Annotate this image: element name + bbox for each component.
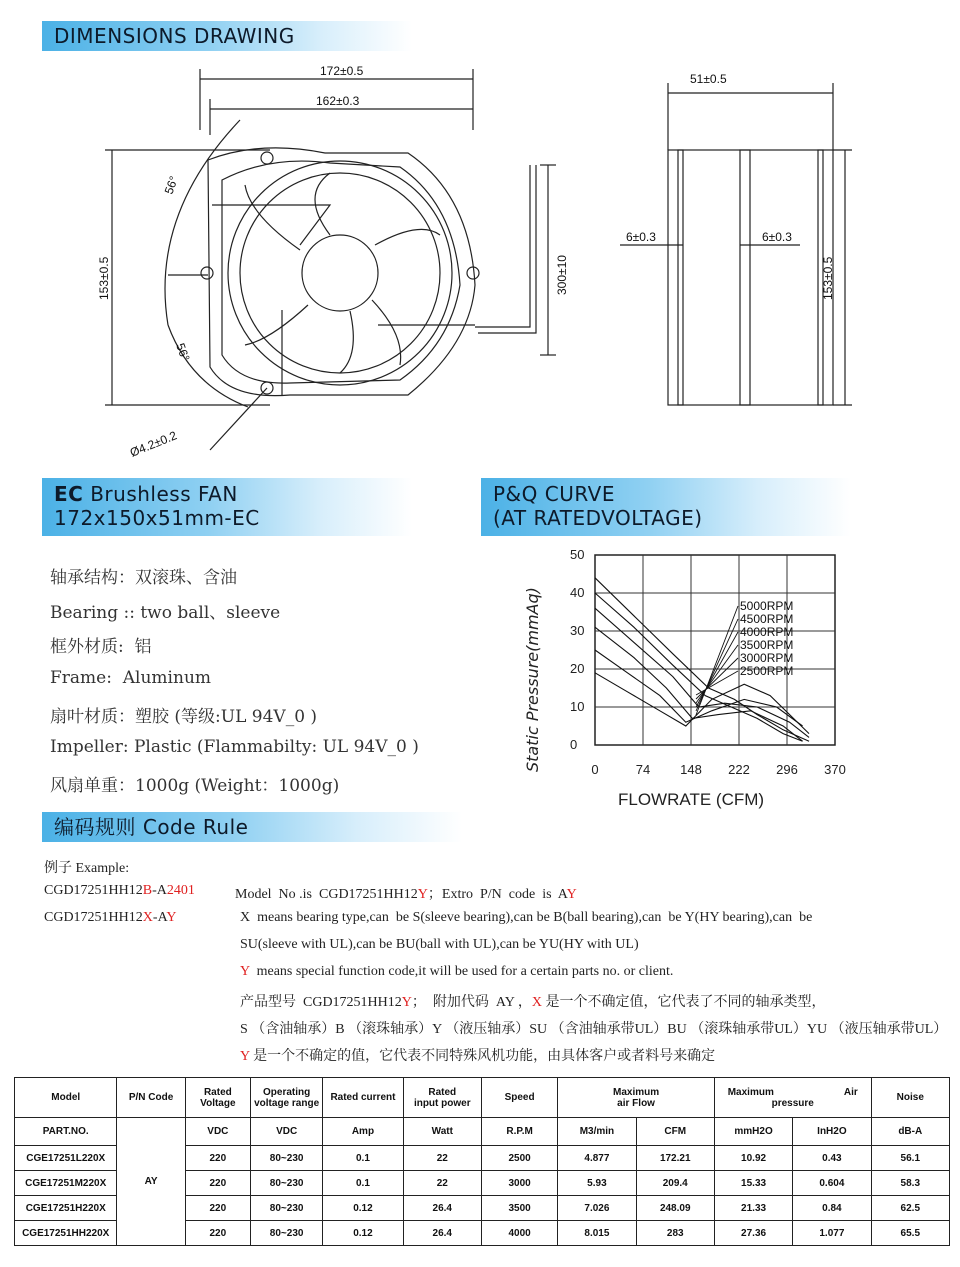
- chart-legend-label: 5000RPM: [740, 599, 794, 613]
- code-desc-1-y2: Y: [566, 887, 577, 902]
- unit-part-no: PART.NO.: [15, 1118, 117, 1146]
- cell-model: CGE17251M220X: [15, 1171, 117, 1196]
- code-rule-heading-text: 编码规则 Code Rule: [54, 815, 249, 839]
- cell-model: CGE17251H220X: [15, 1196, 117, 1221]
- dim-153-left-label: 153±0.5: [97, 256, 111, 300]
- th-rated-voltage: [185, 1078, 250, 1118]
- cell-inh2o: 0.84: [793, 1196, 871, 1221]
- th-rated-current: Rated current: [323, 1078, 403, 1118]
- example-code-1-suffix: 2401: [166, 883, 195, 898]
- th-operating-1: Operating: [263, 1086, 311, 1098]
- chart-legend-label: 2500RPM: [740, 664, 794, 678]
- unit-m3min: M3/min: [558, 1118, 636, 1146]
- code-desc-7-text: 是一个不确定的值，它代表不同特殊风机功能，由具体客户或者料号来确定: [249, 1049, 716, 1064]
- cell-model: CGE17251HH220X: [15, 1221, 117, 1246]
- pn-code-cell: AY: [117, 1118, 185, 1246]
- chart-legend-label: 3500RPM: [740, 638, 794, 652]
- unit-cfm: CFM: [636, 1118, 714, 1146]
- cell-cfm: 248.09: [636, 1196, 714, 1221]
- th-operating-2: voltage range: [254, 1097, 320, 1109]
- cell-m3min: 4.877: [558, 1146, 636, 1171]
- cell-noise: 62.5: [871, 1196, 949, 1221]
- chart-ytick-label: 40: [570, 585, 585, 600]
- chart-ytick-label: 30: [570, 623, 585, 638]
- th-pressure-air: Air: [843, 1086, 858, 1098]
- th-power-2: input power: [413, 1097, 471, 1109]
- code-desc-4: [240, 964, 673, 980]
- code-desc-5-c: ； 附加代码 AY ，: [411, 995, 532, 1010]
- example-code-2-x: X: [142, 910, 153, 925]
- cell-cfm: 283: [636, 1221, 714, 1246]
- unit-dba: dB-A: [871, 1118, 949, 1146]
- angle-bottom-label: 56°: [173, 341, 193, 364]
- chart-xtick-label: 370: [824, 762, 846, 777]
- pq-heading-line2: (AT RATEDVOLTAGE): [493, 506, 703, 530]
- spec-frame-en: Frame: Aluminum: [50, 668, 212, 688]
- code-desc-7-y: Y: [240, 1049, 250, 1064]
- example-code-1-bearing: B: [142, 883, 153, 898]
- code-desc-5-a: 产品型号 CGD17251HH12: [240, 995, 402, 1010]
- chart-xlabel: FLOWRATE (CFM): [618, 790, 765, 809]
- cell-inh2o: 0.43: [793, 1146, 871, 1171]
- dim-51-label: 51±0.5: [690, 72, 727, 86]
- th-rated-voltage-2: Voltage: [200, 1097, 236, 1109]
- pq-chart: [500, 540, 880, 815]
- dim-162-label: 162±0.3: [316, 94, 360, 108]
- cell-mmh2o: 10.92: [714, 1146, 792, 1171]
- cell-speed: 4000: [481, 1221, 557, 1246]
- code-desc-5-x: X: [531, 995, 542, 1010]
- dimensions-heading-text: DIMENSIONS DRAWING: [54, 24, 295, 48]
- dim-172-label: 172±0.5: [320, 64, 364, 78]
- code-desc-1-y: Y: [417, 887, 428, 902]
- cell-current: 0.1: [323, 1146, 403, 1171]
- cell-power: 22: [403, 1146, 481, 1171]
- dim-153-right-label: 153±0.5: [821, 256, 835, 300]
- th-airflow: [558, 1078, 715, 1118]
- chart-legend-leader: [696, 645, 738, 703]
- cell-current: 0.12: [323, 1196, 403, 1221]
- cell-power: 26.4: [403, 1221, 481, 1246]
- cell-m3min: 7.026: [558, 1196, 636, 1221]
- th-operating-range: [250, 1078, 322, 1118]
- cell-range: 80~230: [250, 1171, 322, 1196]
- cell-cfm: 172.21: [636, 1146, 714, 1171]
- example-code-2-y: Y: [166, 910, 177, 925]
- unit-watt: Watt: [403, 1118, 481, 1146]
- cell-range: 80~230: [250, 1196, 322, 1221]
- cell-voltage: 220: [185, 1146, 250, 1171]
- example-code-1-base: CGD17251HH12: [44, 883, 143, 898]
- cell-current: 0.12: [323, 1221, 403, 1246]
- fan-heading: [42, 478, 412, 536]
- cell-inh2o: 0.604: [793, 1171, 871, 1196]
- code-desc-6: S （含油轴承）B （滚珠轴承）Y （液压轴承）SU （含油轴承带UL）BU （滚珠轴承带UL）YU （液压轴承带UL）: [240, 1022, 948, 1037]
- angle-top-label: 56°: [161, 174, 182, 197]
- table-units-row: [15, 1118, 950, 1146]
- cell-range: 80~230: [250, 1221, 322, 1246]
- spec-bearing-cn: 轴承结构：双滚珠、含油: [50, 568, 237, 588]
- cell-voltage: 220: [185, 1171, 250, 1196]
- th-pressure: [714, 1078, 871, 1118]
- th-speed: Speed: [481, 1078, 557, 1118]
- dim-300-label: 300±10: [555, 255, 569, 295]
- code-rule-heading: [42, 812, 462, 842]
- th-airflow-2: air Flow: [617, 1097, 655, 1109]
- fan-heading-ec: EC: [54, 482, 84, 506]
- code-desc-2: X means bearing type,can be S(sleeve bearing),can be B(ball bearing),can be Y(HY bearing),can be: [240, 910, 813, 925]
- code-desc-1-c: ；Extro P/N code is A: [427, 887, 567, 902]
- cell-mmh2o: 27.36: [714, 1221, 792, 1246]
- chart-legend-label: 3000RPM: [740, 651, 794, 665]
- pq-heading-line1: P&Q CURVE: [493, 482, 615, 506]
- unit-vdc-range: VDC: [250, 1118, 322, 1146]
- example-code-2-sep: -A: [152, 910, 167, 925]
- cell-noise: 58.3: [871, 1171, 949, 1196]
- unit-mmh2o: mmH2O: [714, 1118, 792, 1146]
- cell-range: 80~230: [250, 1146, 322, 1171]
- fan-heading-title: Brushless FAN: [83, 482, 238, 506]
- th-pressure-top: [717, 1087, 869, 1098]
- cell-inh2o: 1.077: [793, 1221, 871, 1246]
- code-desc-4-y: Y: [240, 964, 250, 979]
- cell-m3min: 8.015: [558, 1221, 636, 1246]
- cell-power: 26.4: [403, 1196, 481, 1221]
- chart-ytick-label: 50: [570, 547, 585, 562]
- pq-heading: [481, 478, 851, 536]
- code-desc-4-text: means special function code,it will be used for a certain parts no. or client.: [249, 964, 674, 979]
- cell-mmh2o: 21.33: [714, 1196, 792, 1221]
- spec-impeller-en: Impeller: Plastic (Flammabilty: UL 94V_0 ): [50, 737, 419, 757]
- cell-speed: 3000: [481, 1171, 557, 1196]
- code-desc-5-y: Y: [401, 995, 412, 1010]
- example-code-1: [44, 883, 195, 899]
- dimensions-drawing: [0, 55, 960, 465]
- cell-power: 22: [403, 1171, 481, 1196]
- unit-vdc-rated: VDC: [185, 1118, 250, 1146]
- chart-xtick-label: 74: [635, 762, 651, 777]
- spec-weight: 风扇单重：1000g (Weight：1000g): [50, 776, 340, 796]
- th-rated-power: [403, 1078, 481, 1118]
- example-code-2-base: CGD17251HH12: [44, 910, 143, 925]
- chart-xtick-label: 0: [591, 762, 599, 777]
- cell-mmh2o: 15.33: [714, 1171, 792, 1196]
- cell-noise: 65.5: [871, 1221, 949, 1246]
- code-desc-5: [240, 991, 825, 1011]
- spec-table: [14, 1077, 950, 1246]
- chart-xtick-label: 148: [680, 762, 702, 777]
- chart-legend-label: 4000RPM: [740, 625, 794, 639]
- dimensions-heading: [42, 21, 412, 51]
- chart-frame: [595, 555, 835, 745]
- chart-ytick-label: 10: [570, 699, 585, 714]
- code-desc-1-a: Model No .is CGD17251HH12: [235, 887, 418, 902]
- cell-current: 0.1: [323, 1171, 403, 1196]
- cell-voltage: 220: [185, 1221, 250, 1246]
- cell-m3min: 5.93: [558, 1171, 636, 1196]
- example-code-2: [44, 910, 177, 926]
- example-code-1-sep: -A: [152, 883, 167, 898]
- chart-xtick-label: 222: [728, 762, 750, 777]
- code-desc-3: SU(sleeve with UL),can be BU(ball with UL),can be YU(HY with UL): [240, 937, 639, 952]
- unit-inh2o: InH2O: [793, 1118, 871, 1146]
- dim-6-left-label: 6±0.3: [626, 230, 656, 244]
- fan-heading-size: 172x150x51mm-EC: [54, 506, 260, 530]
- chart-legend-label: 4500RPM: [740, 612, 794, 626]
- chart-grid: [595, 555, 835, 745]
- cell-cfm: 209.4: [636, 1171, 714, 1196]
- th-model: Model: [15, 1078, 117, 1118]
- cell-speed: 3500: [481, 1196, 557, 1221]
- spec-frame-cn: 框外材质: 铝: [50, 637, 152, 657]
- cell-noise: 56.1: [871, 1146, 949, 1171]
- cell-model: CGE17251L220X: [15, 1146, 117, 1171]
- chart-ytick-label: 20: [570, 661, 585, 676]
- cell-voltage: 220: [185, 1196, 250, 1221]
- th-pressure-1: Maximum: [727, 1086, 774, 1098]
- code-desc-1: [235, 883, 577, 903]
- th-rated-voltage-1: Rated: [203, 1086, 232, 1098]
- chart-ytick-label: 0: [570, 737, 578, 752]
- hole-diameter-label: Ø4.2±0.2: [127, 428, 179, 460]
- th-pn-code: P/N Code: [117, 1078, 185, 1118]
- spec-impeller-cn: 扇叶材质：塑胶 (等级:UL 94V_0 ): [50, 707, 318, 727]
- th-noise: Noise: [871, 1078, 949, 1118]
- code-desc-5-e: 是一个不确定值，它代表了不同的轴承类型，: [541, 995, 826, 1010]
- dim-6-right-label: 6±0.3: [762, 230, 792, 244]
- example-label: 例子 Example:: [44, 861, 130, 876]
- table-header-row: [15, 1078, 950, 1118]
- chart-ylabel: Static Pressure(mmAq): [523, 587, 542, 772]
- unit-rpm: R.P.M: [481, 1118, 557, 1146]
- spec-bearing-en: Bearing :: two ball、sleeve: [50, 603, 281, 623]
- th-airflow-1: Maximum: [613, 1086, 660, 1098]
- code-desc-7: [240, 1045, 715, 1065]
- th-power-1: Rated: [428, 1086, 457, 1098]
- cell-speed: 2500: [481, 1146, 557, 1171]
- chart-xtick-label: 296: [776, 762, 798, 777]
- unit-amp: Amp: [323, 1118, 403, 1146]
- th-pressure-2: pressure: [771, 1097, 814, 1109]
